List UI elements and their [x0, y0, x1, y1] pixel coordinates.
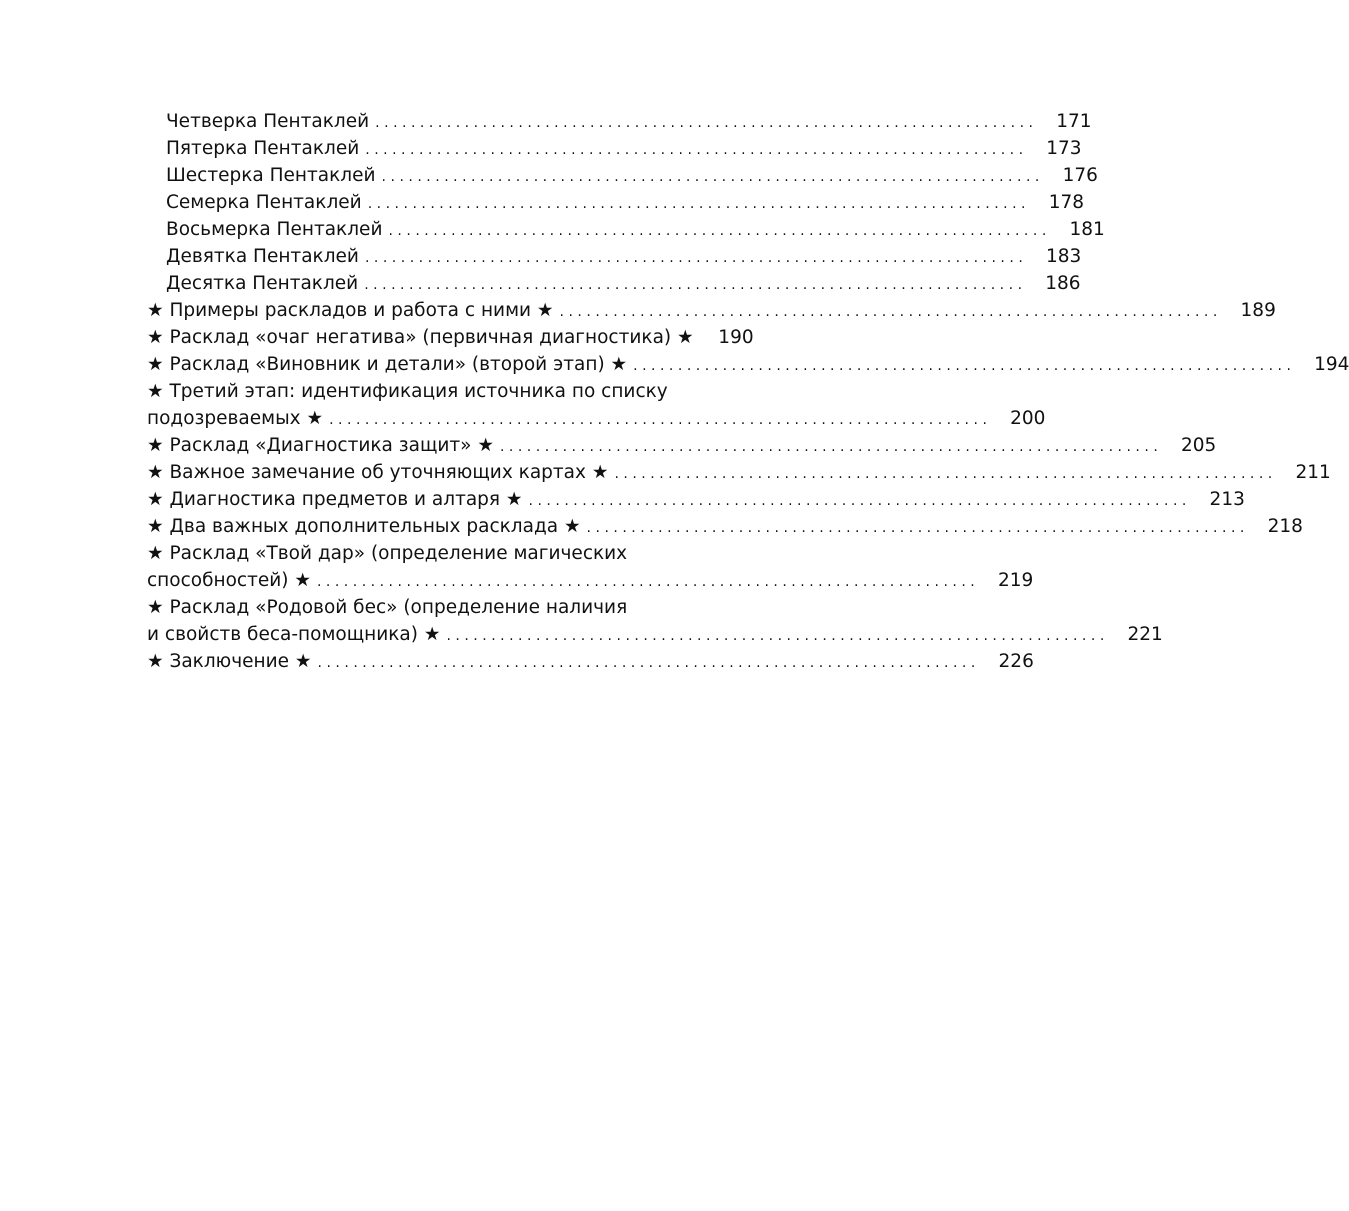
- toc-entry-title: ★ Расклад «Диагностика защит» ★: [147, 435, 494, 456]
- toc-entry-title: Девятка Пентаклей: [166, 246, 359, 267]
- toc-entry-title-line1: ★ Расклад «Родовой бес» (определение наличия: [147, 597, 628, 618]
- toc-entry-title: способностей) ★: [147, 570, 311, 591]
- toc-entry-title: ★ Примеры раскладов и работа с ними ★: [147, 300, 554, 321]
- toc-leader-dots: ..........................................................................: [329, 412, 992, 428]
- toc-page-number: 176: [1062, 165, 1098, 186]
- toc-page-number: 226: [998, 651, 1034, 672]
- toc-entry-title-line1: ★ Расклад «Твой дар» (определение магических: [147, 543, 628, 564]
- toc-entry-title: Четверка Пентаклей: [166, 111, 370, 132]
- toc-entry: [147, 432, 1217, 459]
- toc-page-number: 183: [1045, 246, 1082, 267]
- toc-page-number: 221: [1127, 624, 1163, 645]
- toc-leader-dots: ..........................................................................: [364, 250, 1028, 266]
- toc-entry-title: и свойств беса-помощника) ★: [147, 624, 441, 645]
- toc-entry: [147, 162, 1098, 189]
- toc-page-number: 186: [1045, 273, 1081, 294]
- toc-entry-title: Пятерка Пентаклей: [166, 138, 360, 159]
- toc-leader-dots: ..........................................................................: [388, 223, 1051, 239]
- toc-page-number: 205: [1180, 435, 1217, 456]
- toc-page-number: 189: [1240, 300, 1276, 321]
- toc-entry: [147, 216, 1105, 243]
- toc-entry-title: ★ Два важных дополнительных расклада ★: [147, 516, 581, 537]
- toc-leader-dots: ..........................................................................: [586, 520, 1249, 536]
- toc-page-number: 190: [718, 327, 754, 348]
- toc-entry-title: Семерка Пентаклей: [166, 192, 362, 213]
- toc-page-number: 213: [1209, 489, 1245, 510]
- toc-entry: [147, 648, 1034, 675]
- toc-entry: [147, 351, 1349, 378]
- toc-leader-dots: ..........................................................................: [499, 439, 1163, 455]
- toc-entry-title: ★ Важное замечание об уточняющих картах ★: [147, 462, 609, 483]
- toc-page-number: 219: [997, 570, 1034, 591]
- toc-entry: [147, 621, 1163, 648]
- toc-entry-title: Шестерка Пентаклей: [166, 165, 376, 186]
- toc-entry-title: подозреваемых ★: [147, 408, 324, 429]
- toc-page-number: 194: [1314, 354, 1349, 375]
- toc-page-number: 211: [1295, 462, 1331, 483]
- table-of-contents: [147, 108, 1349, 675]
- toc-entry: [147, 459, 1331, 486]
- toc-entry-title: Десятка Пентаклей: [166, 273, 359, 294]
- toc-leader-dots: ..........................................................................: [446, 628, 1109, 644]
- toc-entry: [147, 135, 1082, 162]
- toc-leader-dots: ..........................................................................: [614, 466, 1277, 482]
- toc-leader-dots: ..........................................................................: [381, 169, 1044, 185]
- toc-entry-title: Восьмерка Пентаклей: [166, 219, 383, 240]
- toc-leader-dots: ..........................................................................: [559, 304, 1222, 320]
- toc-entry: [147, 486, 1245, 513]
- toc-page-number: 173: [1046, 138, 1082, 159]
- toc-page-number: 181: [1069, 219, 1105, 240]
- toc-page-number: 200: [1010, 408, 1046, 429]
- toc-entry: [147, 108, 1092, 135]
- toc-page-number: 171: [1056, 111, 1092, 132]
- toc-leader-dots: ..........................................................................: [375, 115, 1038, 131]
- toc-leader-dots: ..........................................................................: [316, 574, 980, 590]
- toc-entry-title: ★ Расклад «очаг негатива» (первичная диагностика) ★: [147, 327, 694, 348]
- toc-page-number: 178: [1048, 192, 1085, 213]
- toc-leader-dots: ..........................................................................: [364, 277, 1027, 293]
- toc-leader-dots: ..........................................................................: [633, 358, 1296, 374]
- toc-entry-title: ★ Расклад «Виновник и детали» (второй этап) ★: [147, 354, 628, 375]
- toc-leader-dots: ..........................................................................: [317, 655, 980, 671]
- toc-page-number: 218: [1267, 516, 1303, 537]
- toc-entry: [147, 189, 1085, 216]
- toc-leader-dots: ..........................................................................: [528, 493, 1191, 509]
- toc-entry-title: ★ Заключение ★: [147, 651, 312, 672]
- toc-entry-title: ★ Диагностика предметов и алтаря ★: [147, 489, 523, 510]
- toc-entry-title-line1: ★ Третий этап: идентификация источника по списку: [147, 381, 668, 402]
- toc-entry-first-line: [147, 378, 747, 405]
- toc-entry: [147, 405, 1046, 432]
- toc-entry: [147, 513, 1303, 540]
- toc-leader-dots: ..........................................................................: [365, 142, 1028, 158]
- toc-entry-first-line: [147, 540, 747, 567]
- toc-entry-first-line: [147, 594, 747, 621]
- toc-entry: [147, 270, 1081, 297]
- toc-leader-dots: ..........................................................................: [367, 196, 1031, 212]
- toc-entry: [147, 324, 754, 351]
- toc-entry: [147, 243, 1082, 270]
- toc-entry: [147, 567, 1034, 594]
- toc-entry: [147, 297, 1276, 324]
